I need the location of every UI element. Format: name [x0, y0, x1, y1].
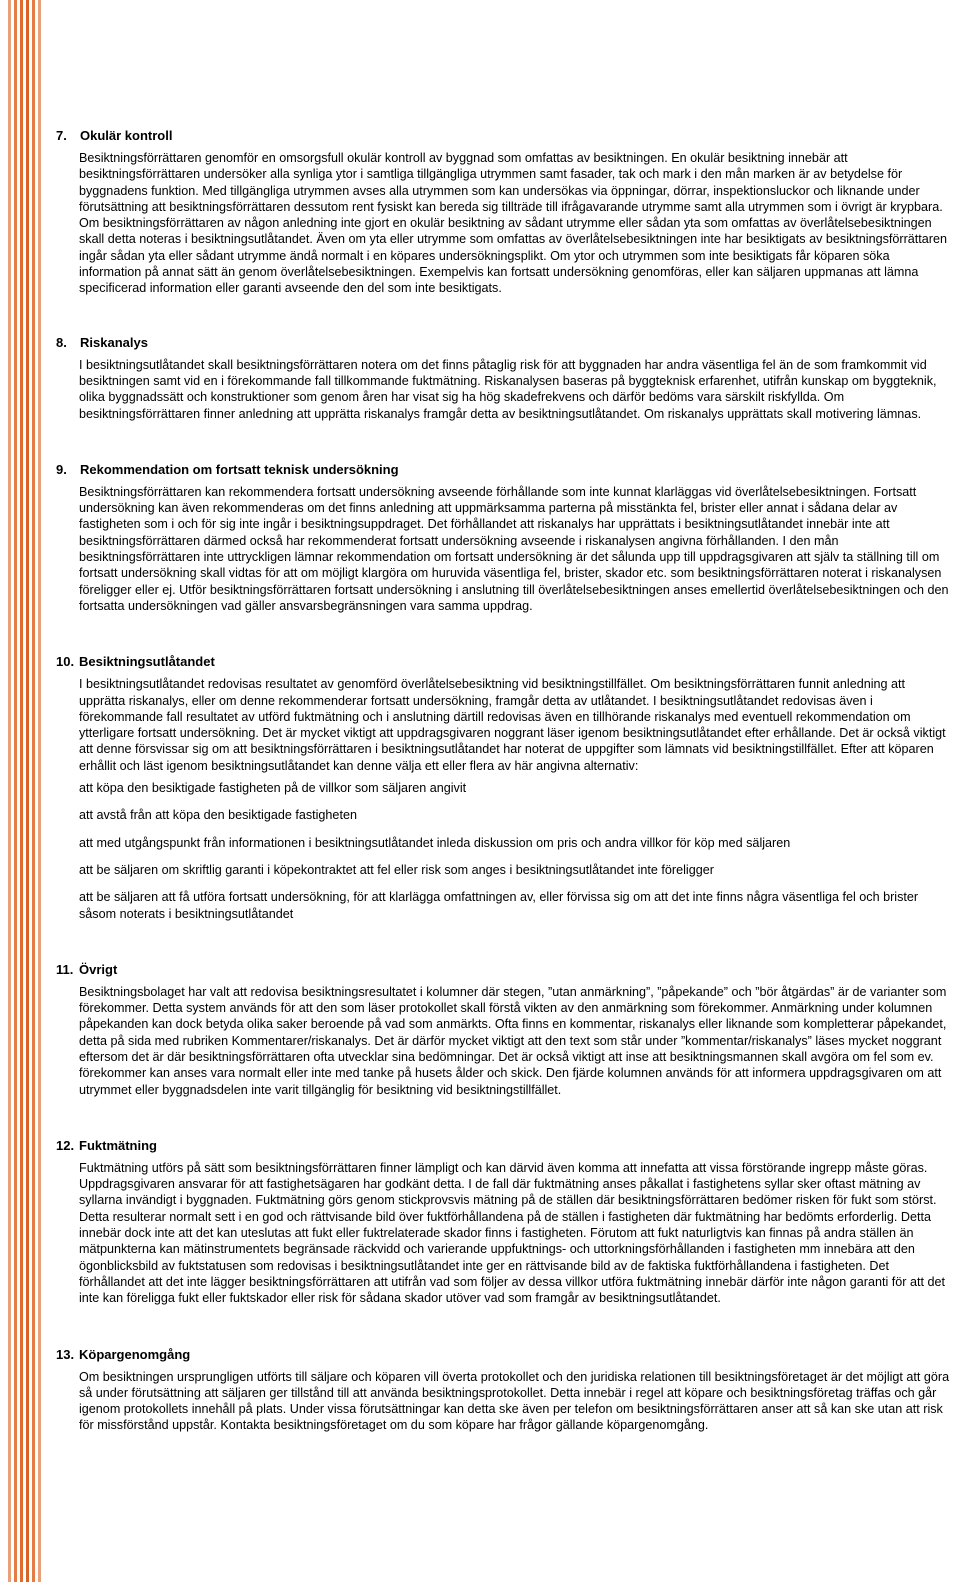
section-title: Övrigt	[79, 961, 118, 977]
stripe-line	[8, 0, 11, 1582]
stripe-line	[20, 0, 23, 1582]
document-body	[56, 128, 954, 1474]
stripe-line	[14, 0, 17, 1582]
section-paragraph: Besiktningsförrättaren kan rekommendera fortsatt undersökning avseende förhållande som inte kunnat klarläggas vid överlåtelsebesiktningen. Fortsatt undersökning kan även rekommenderas om det finns anledning att uppmärksamma parterna på misstänkta fel, brister eller annat i sådana delar av fastigheten som i och för sig inte ingår i besiktningsuppdraget. Det förhållandet att riskanalys har upprättats i besiktningsutlåtandet innebär inte att besiktningsförrättaren därmed också har rekommenderat fortsatt undersökning avseende i riskanalysen angivna förhållanden. I den mån besiktningsförrättaren inte uttryckligen lämnar rekommendation om fortsatt undersökning är det sålunda upp till uppdragsgivaren att själv ta ställning till om fortsatt undersökning skall vidtas för att om möjligt klargöra om huruvida väsentliga fel, brister, skador etc. som besiktningsförrättaren noterat i riskanalysen föreligger eller ej. Utför besiktningsförrättaren fortsatt undersökning i anslutning till överlåtelsebesiktningen anses emellertid överlåtelsebesiktningen och den fortsatta undersökningen vad gäller ansvarsbegränsningen vara samma uppdrag.	[79, 484, 949, 613]
section-heading	[56, 654, 954, 670]
section-kopargenomgang	[56, 1347, 954, 1434]
section-number: 8.	[56, 334, 67, 350]
section-rekommendation	[56, 462, 954, 614]
section-heading	[56, 462, 954, 478]
section-heading	[56, 1347, 954, 1363]
stripe-line	[26, 0, 29, 1582]
section-number: 12.	[56, 1137, 75, 1153]
stripe-line	[32, 0, 35, 1582]
section-okular-kontroll	[56, 128, 954, 297]
section-paragraph: Om besiktningen ursprungligen utförts till säljare och köparen vill överta protokollet och den juridiska relationen till besiktningsföretaget är det möjligt att göra så under förutsättning att säljaren ger tillstånd till att använda besiktningsprotokollet. Detta innebär i regel att köpare och besiktningsföretag träffas och går igenom protokollets innehåll på plats. Under vissa förutsättningar kan detta ske även per telefon om besiktningsförrättaren anser att så kan ske utan att risk för missförstånd uppstår. Kontakta besiktningsföretaget om du som köpare har frågor gällande köpargenomgång.	[79, 1369, 950, 1433]
alternative-item: att köpa den besiktigade fastigheten på de villkor som säljaren angivit	[79, 781, 467, 796]
section-title: Rekommendation om fortsatt teknisk undersökning	[80, 461, 399, 477]
section-paragraph: I besiktningsutlåtandet skall besiktningsförrättaren notera om det finns påtaglig risk för att byggnaden har andra väsentliga fel än de som framkommit vid besiktningen samt vid en i förekommande fall tillkommande fuktmätning. Riskanalysen baseras på byggteknisk erfarenhet, utifrån kunskap om byggteknik, olika byggnadssätt och konstruktioner som genom åren har visat sig ha hög skadefrekvens och därför bedöms vara särskilt riskfyllda. Om besiktningsförrättaren finner anledning att upprätta riskanalys framgår detta av besiktningsutlåtandet. Om riskanalys upprättats skall motivering lämnas.	[79, 357, 937, 421]
section-paragraph: I besiktningsutlåtandet redovisas resultatet av genomförd överlåtelsebesiktning vid besiktningstillfället. Om besiktningsförrättaren funnit anledning att upprätta riskanalys, eller om denne rekommenderar fortsatt undersökning, framgår detta av utlåtandet. I besiktningsutlåtandet redovisas även i förekommande fall resultatet av utförd fuktmätning och i anslutning därtill redovisas även en tillhörande riskanalys med eventuell rekommendation om ytterligare fortsatt undersökning. Det är mycket viktigt att uppdragsgivaren noggrant läser igenom besiktningsutlåtandet efter erhållande. Det är också viktigt att denne försvissar sig om att besiktningsförrättaren i besiktningsutlåtandet har noterat de uppgifter som lämnats vid besiktningstillfället. Efter att köparen erhållit och läst igenom besiktningsutlåtandet kan denne välja ett eller flera av här angivna alternativ:	[79, 677, 946, 773]
section-besiktningsutlatandet	[56, 654, 954, 922]
section-heading	[56, 128, 954, 144]
section-heading	[56, 335, 954, 351]
section-title: Okulär kontroll	[80, 128, 173, 143]
section-paragraph: Besiktningsförrättaren genomför en omsorgsfull okulär kontroll av byggnad som omfattas av besiktningen. En okulär besiktning innebär att besiktningsförrättaren undersöker alla synliga ytor i samtliga tillgängliga utrymmen samt fasader, tak och mark i den mån marken är av betydelse för byggnadens funktion. Med tillgängliga utrymmen avses alla utrymmen som kan undersökas via öppningar, dörrar, inspektionsluckor och liknande under förutsättning att besiktningsförrättaren dessutom rent fysiskt kan bereda sig tillträde till ifrågavarande utrymme samt alla utrymmen som i övrigt är krypbara. Om besiktningsförrättaren av någon anledning inte gjort en okulär besiktning av sådant utrymme eller sådan yta som omfattas av överlåtelsebesiktningen skall detta noteras i besiktningsutlåtandet. Även om yta eller utrymme som omfattas av överlåtelsebesiktningen inte har besiktigats av besiktningsförrättaren ingår sådan yta eller sådant utrymme ändå normalt i en köpares undersökningsplikt. Om ytor och utrymmen som inte besiktigats får köparen söka information på annat sätt än genom överlåtelsebesiktningen. Exempelvis kan fortsatt undersökning genomföras, eller kan säljaren uppmanas att lämna specificerad information eller garanti avseende den del som inte besiktigats.	[79, 151, 948, 296]
decorative-stripes	[0, 0, 40, 1582]
section-riskanalys	[56, 335, 954, 422]
section-heading	[56, 962, 954, 978]
alternative-item: att be säljaren om skriftlig garanti i köpekontraktet att fel eller risk som anges i besiktningsutlåtandet inte föreligger	[79, 862, 714, 877]
alternative-item: att med utgångspunkt från informationen i besiktningsutlåtandet inleda diskussion om pris och andra villkor för köp med säljaren	[79, 835, 791, 850]
section-paragraph: Besiktningsbolaget har valt att redovisa besiktningsresultatet i kolumner där stegen, ”utan anmärkning”, ”påpekande” och ”bör åtgärdas” är de varianter som förekommer. Detta system används för att den som läser protokollet skall förstå vikten av den anmärkning som förekommer. Anmärkning under kolumnen påpekanden kan dock betyda olika saker beroende på vad som anmärkts. Ofta finns en kommentar, riskanalys eller liknande som kompletterar påpekandet, detta på sida med rubriken Kommentarer/riskanalys. Det är därför mycket viktigt att den text som står under ”kommentar/riskanalys” läses mycket noggrant eftersom det är där besiktningsförrättaren ofta utvecklar sina bedömningar. Det är också viktigt att inse att besiktningsmannen skall avgöra om fel som ev. förekommer kan anses vara normalt eller inte med tanke på husets ålder och skick. Den fjärde kolumnen används för att informera uppdragsgivaren om att utrymmet eller byggnadsdelen inte varit tillgänglig för besiktning vid besiktningstillfället.	[79, 984, 947, 1097]
section-title: Fuktmätning	[79, 1137, 157, 1153]
alternative-item: att avstå från att köpa den besiktigade fastigheten	[79, 808, 357, 823]
section-fuktmatning	[56, 1138, 954, 1307]
section-number: 11.	[56, 961, 74, 977]
section-number: 13.	[56, 1346, 75, 1362]
section-number: 10.	[56, 654, 75, 670]
section-title: Köpargenomgång	[79, 1346, 191, 1362]
section-ovrigt	[56, 962, 954, 1098]
section-number: 7.	[56, 128, 67, 143]
section-paragraph: Fuktmätning utförs på sätt som besiktningsförrättaren finner lämpligt och kan därvid även komma att innefatta att vissa förstörande ingrepp måste göras. Uppdragsgivaren ansvarar för att fastighetsägaren har godkänt detta. I de fall där fuktmätning anses påkallat i fastighetens syllar sker oftast mätning av syllarna invändigt i byggnaden. Fuktmätning görs genom stickprovsvis mätning på de ställen där besiktningsförrättaren bedömer risken för fukt som störst. Detta resulterar normalt sett i en god och rättvisande bild över fuktförhållandena på de ställen i fastigheten där fuktmätning har bedömts erforderlig. Detta innebär dock inte att det kan uteslutas att fukt eller fuktrelaterade skador finns i fastigheten. Förutom att fukt naturligtvis kan finnas på andra ställen än mätpunkterna kan mätinstrumentets begränsade räckvidd och varierande uppfuktnings- och uttorkningsförhållanden i fastigheten mm innebära att den ögonblicksbild av fuktstatusen som redovisas i besiktningsutlåtandet inte ger en rättvisande bild av de faktiska fuktförhållandena i fastigheten. Det förhållandet att det inte lägger besiktningsförrättaren att utifrån vad som följer av dessa villkor utföra fuktmätning innebär därför inte någon garanti för att det inte kan föreligga fukt eller fuktskador eller risk för sådana skador utöver vad som framgår av besiktningsutlåtandet.	[79, 1160, 945, 1306]
section-number: 9.	[56, 461, 67, 477]
stripe-line	[38, 0, 41, 1582]
section-title: Riskanalys	[80, 334, 148, 350]
section-title: Besiktningsutlåtandet	[79, 654, 215, 670]
alternative-item: att be säljaren att få utföra fortsatt undersökning, för att klarlägga omfattningen av, eller förvissa sig om att det inte finns några väsentliga fel och brister såsom noterats i besiktningsutlåtandet	[79, 890, 919, 921]
section-heading	[56, 1138, 954, 1154]
